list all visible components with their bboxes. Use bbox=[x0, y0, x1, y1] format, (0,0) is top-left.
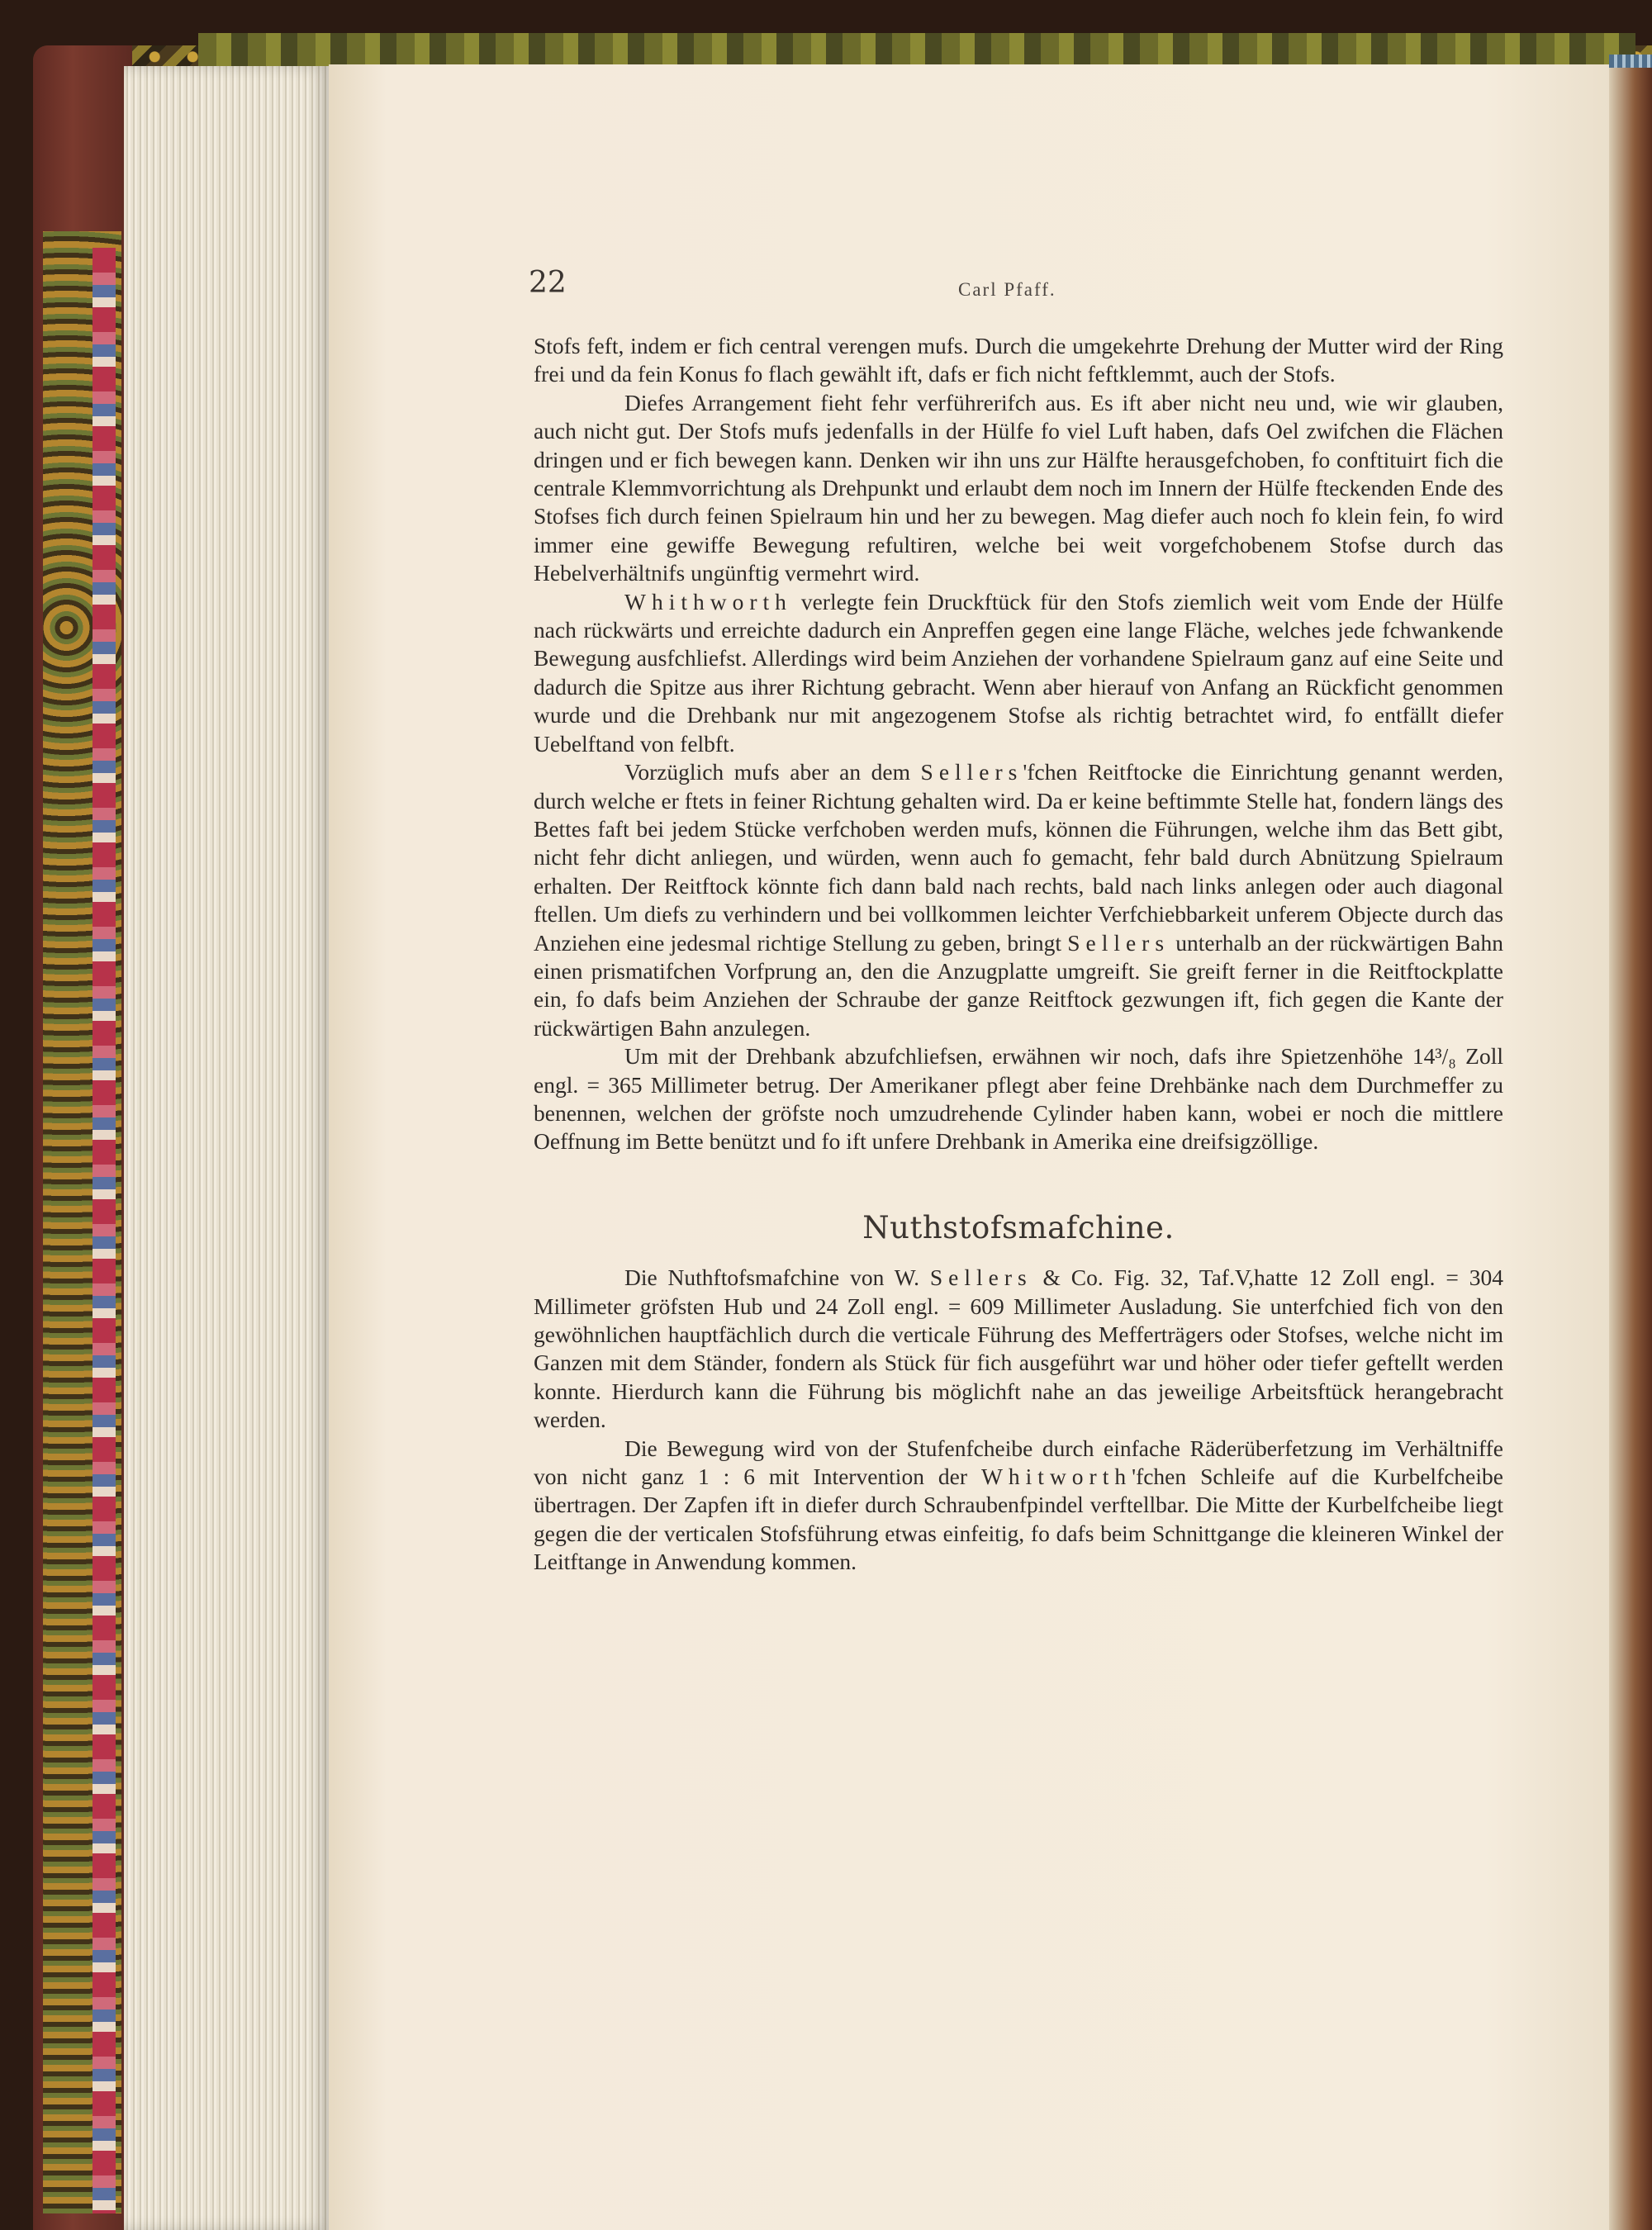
text-run: 'fchen Reitftocke die Einrichtung genannt werden, durch welche er ftets in feiner Richtung gehalten wird. Da er keine beftimmte Stelle hat, fondern längs des Bettes faft bei jedem Stücke verfchoben werden mufs, können die Führungen, welche ihm das Bett gibt, nicht fehr dicht anliegen, und würden, wenn auch fo gemacht, fehr bald durch Abnützung Spielraum erhalten. Der Reitftock könnte fich dann bald nach rechts, bald nach links anlegen oder auch diagonal ftellen. Um diefs zu verhindern und bei vollkommen leichter Verfchiebbarkeit unferem Objecte durch das Anziehen eine jedesmal richtige Stellung zu geben, bringt bbox=[534, 759, 1503, 956]
paragraph bbox=[534, 758, 1503, 1042]
page-number: 22 bbox=[529, 266, 567, 300]
text-run: Diefes Arrangement fieht fehr verführerifch aus. Es ift aber nicht neu und, wie wir glauben, auch nicht gut. Der Stofs mufs jedenfalls in der Hülfe fo viel Luft haben, dafs Oel zwifchen die Flächen dringen und er fich bewegen kann. Denken wir ihn uns zur Hälfte herausgefchoben, fo conftituirt fich die centrale Klemmvorrichtung als Drehpunkt und erlaubt dem noch im Innern der Hülfe fteckenden Ende des Stofses fich durch feinen Spielraum hin und her zu bewegen. Mag diefer auch noch fo klein fein, fo wird immer eine gewiffe Bewegung refultiren, welche bei weit vorgefchobenem Stofse durch das Hebelverhältnifs ungünftig vermehrt wird. bbox=[534, 389, 1503, 586]
text-run: & Co. Fig. 32, Taf.V,hatte 12 Zoll engl. = 304 Millimeter gröfsten Hub und 24 Zoll engl. = 609 Millimeter Ausladung. Sie unterfchied fich von den gewöhnlichen hauptfächlich durch die verticale Führung des Mefferträgers oder Stofses, welche nicht im Ganzen mit dem Ständer, fondern als Stück für fich ausgeführt war und höher oder tiefer geftellt werden konnte. Hierdurch kann die Führung bis möglichft nahe an das jeweilige Arbeitsftück herangebracht werden. bbox=[534, 1264, 1503, 1433]
text-run: Die Nuthftofsmafchine von W. bbox=[624, 1264, 930, 1291]
page-stack-edge bbox=[124, 66, 330, 2230]
text-run: Um mit der Drehbank abzufchliefsen, erwähnen wir noch, dafs ihre Spietzenhöhe 14³/₈ Zoll engl. = 365 Millimeter betrug. Der Amerikaner pflegt aber feine Drehbänke nach dem Durchmeffer zu benennen, welchen der gröfste noch umzudrehende Cylinder haben kann, wobei er noch die mittlere Oeffnung im Bette benützt und fo ift unfere Drehbank in Amerika eine dreifsigzöllige. bbox=[534, 1043, 1503, 1155]
paragraph bbox=[534, 1264, 1503, 1434]
spaced-name: Sellers bbox=[1067, 929, 1170, 956]
section-heading: Nuthstofsmafchine. bbox=[862, 1209, 1175, 1245]
marbled-edge-streak bbox=[93, 248, 116, 2213]
spaced-name: Whithworth bbox=[624, 588, 792, 614]
page-gutter-right bbox=[1609, 64, 1652, 2230]
spaced-name: Whitworth bbox=[980, 1464, 1132, 1490]
paragraph bbox=[534, 588, 1503, 758]
text-run: Stofs feft, indem er fich central verengen mufs. Durch die umgekehrte Drehung der Mutter wird der Ring frei und da fein Konus fo flach gewählt ift, dafs er fich nicht feftklemmt, auch der Stofs. bbox=[534, 333, 1503, 387]
text-run: Vorzüglich mufs aber an dem bbox=[624, 759, 921, 785]
text-run: Die Bewegung wird von der Stufenfcheibe durch einfache Räderüberfetzung im Verhältniffe von nicht ganz 1 : 6 mit Intervention der bbox=[534, 1435, 1503, 1490]
spaced-name: Sellers bbox=[920, 759, 1023, 785]
body-text bbox=[534, 332, 1503, 1577]
section-paragraphs bbox=[534, 1264, 1503, 1576]
paragraph bbox=[534, 1435, 1503, 1577]
paragraph bbox=[534, 389, 1503, 588]
text-run: verlegte fein Druckftück für den Stofs ziemlich weit vom Ende der Hülfe nach rückwärts und erreichte dadurch ein Anpreffen gegen eine lange Fläche, welches jede fchwankende Bewegung ausfchliefst. Allerdings wird beim Anziehen der vorhandene Spielraum ganz auf eine Seite und dadurch die Spitze aus ihrer Richtung gebracht. Wenn aber hierauf von Anfang an Rückficht genommen wurde und die Drehbank nur mit angezogenem Stofse als richtig betrachtet wird, fo entfällt diefer Uebelftand von felbft. bbox=[534, 588, 1503, 757]
paragraphs-before bbox=[534, 332, 1503, 1156]
running-title: Carl Pfaff. bbox=[958, 279, 1056, 300]
text-run: 'fchen Schleife auf die Kurbelfcheibe übertragen. Der Zapfen ift in diefer durch Schraubenfpindel verftellbar. Die Mitte der Kurbelfcheibe liegt gegen die der verticalen Stofsführung etwas einfeitig, fo dafs beim Schnittgange die kleineren Winkel der Leitftange in Anwendung kommen. bbox=[534, 1464, 1503, 1575]
spine-headband bbox=[1609, 55, 1652, 68]
page-header bbox=[529, 266, 1503, 307]
paragraph bbox=[534, 332, 1503, 389]
paragraph bbox=[534, 1042, 1503, 1156]
spaced-name: Sellers bbox=[929, 1264, 1032, 1291]
text-run: unterhalb an der rückwärtigen Bahn einen prismatifchen Vorfprung an, den die Anzugplatte umgreift. Sie greift ferner in die Reitftockplatte ein, fo dafs beim Anziehen der Schraube der ganze Reitftock gezwungen ift, fich gegen die Kante der rückwärtigen Bahn anzulegen. bbox=[534, 929, 1503, 1041]
